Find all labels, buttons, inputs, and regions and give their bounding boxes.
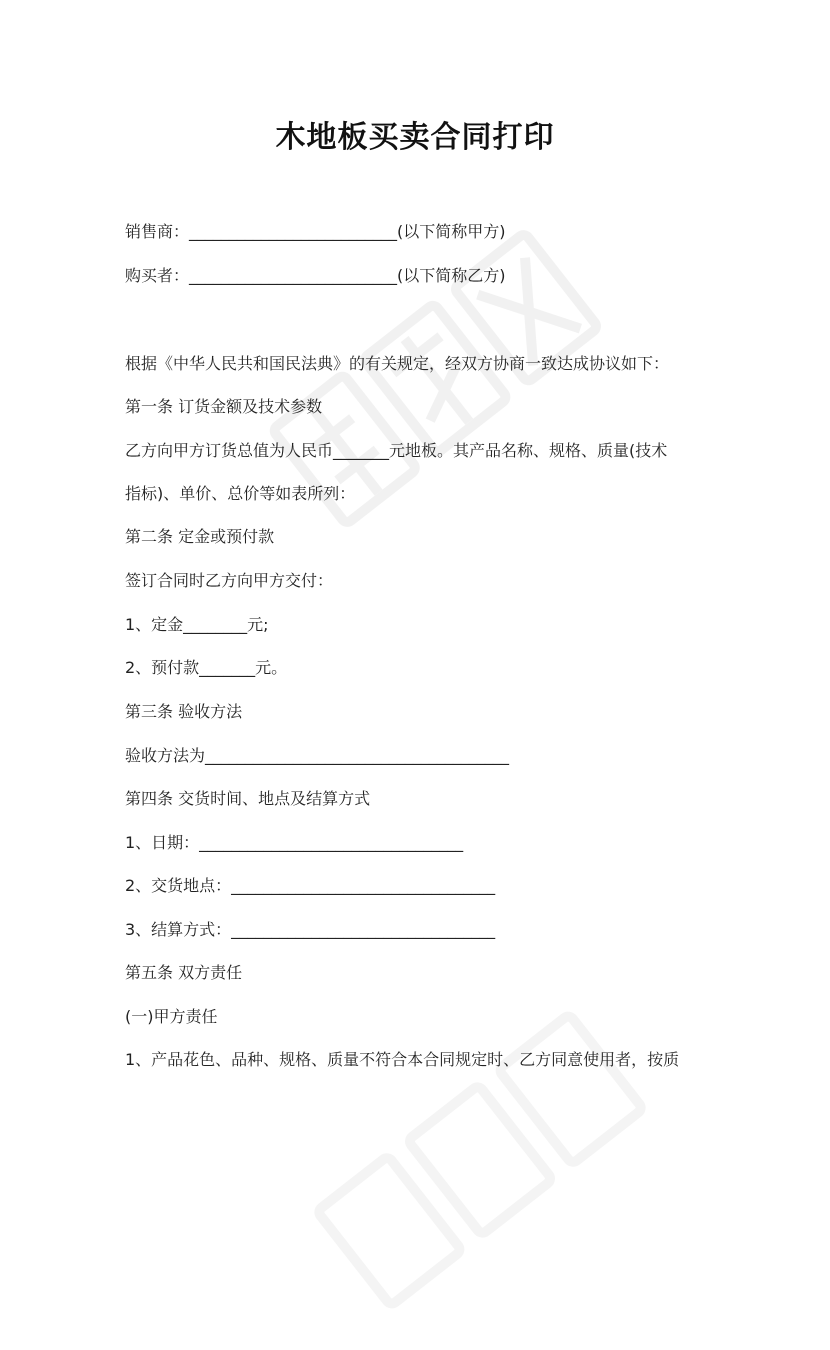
preamble: 根据《中华人民共和国民法典》的有关规定，经双方协商一致达成协议如下： <box>125 354 670 373</box>
settlement-method-line: 3、结算方式：_________________________________ <box>125 920 496 939</box>
delivery-date-line: 1、日期：_________________________________ <box>125 833 464 852</box>
party-a-responsibility-heading: (一)甲方责任 <box>125 1007 218 1026</box>
seller-line: 销售商：__________________________(以下简称甲方) <box>125 222 506 241</box>
article-1-text-2: 指标)、单价、总价等如表所列： <box>125 484 356 503</box>
buyer-line: 购买者：__________________________(以下简称乙方) <box>125 266 506 285</box>
document-title: 木地板买卖合同打印 <box>275 120 555 155</box>
inspection-method-line: 验收方法为______________________________________ <box>125 746 510 765</box>
prepayment-line: 2、预付款_______元。 <box>125 658 288 677</box>
deposit-line: 1、定金________元; <box>125 615 269 634</box>
article-1-text-1: 乙方向甲方订货总值为人民币_______元地板。其产品名称、规格、质量(技术 <box>125 441 668 460</box>
article-3-heading: 第三条 验收方法 <box>125 702 243 721</box>
delivery-location-line: 2、交货地点：_________________________________ <box>125 876 496 895</box>
party-a-responsibility-1: 1、产品花色、品种、规格、质量不符合本合同规定时、乙方同意使用者，按质 <box>125 1050 680 1069</box>
article-2-text: 签订合同时乙方向甲方交付： <box>125 571 334 590</box>
article-2-heading: 第二条 定金或预付款 <box>125 527 275 546</box>
article-1-heading: 第一条 订货金额及技术参数 <box>125 397 323 416</box>
watermark-logo-bottom <box>277 970 684 1349</box>
article-5-heading: 第五条 双方责任 <box>125 963 243 982</box>
article-4-heading: 第四条 交货时间、地点及结算方式 <box>125 789 371 808</box>
